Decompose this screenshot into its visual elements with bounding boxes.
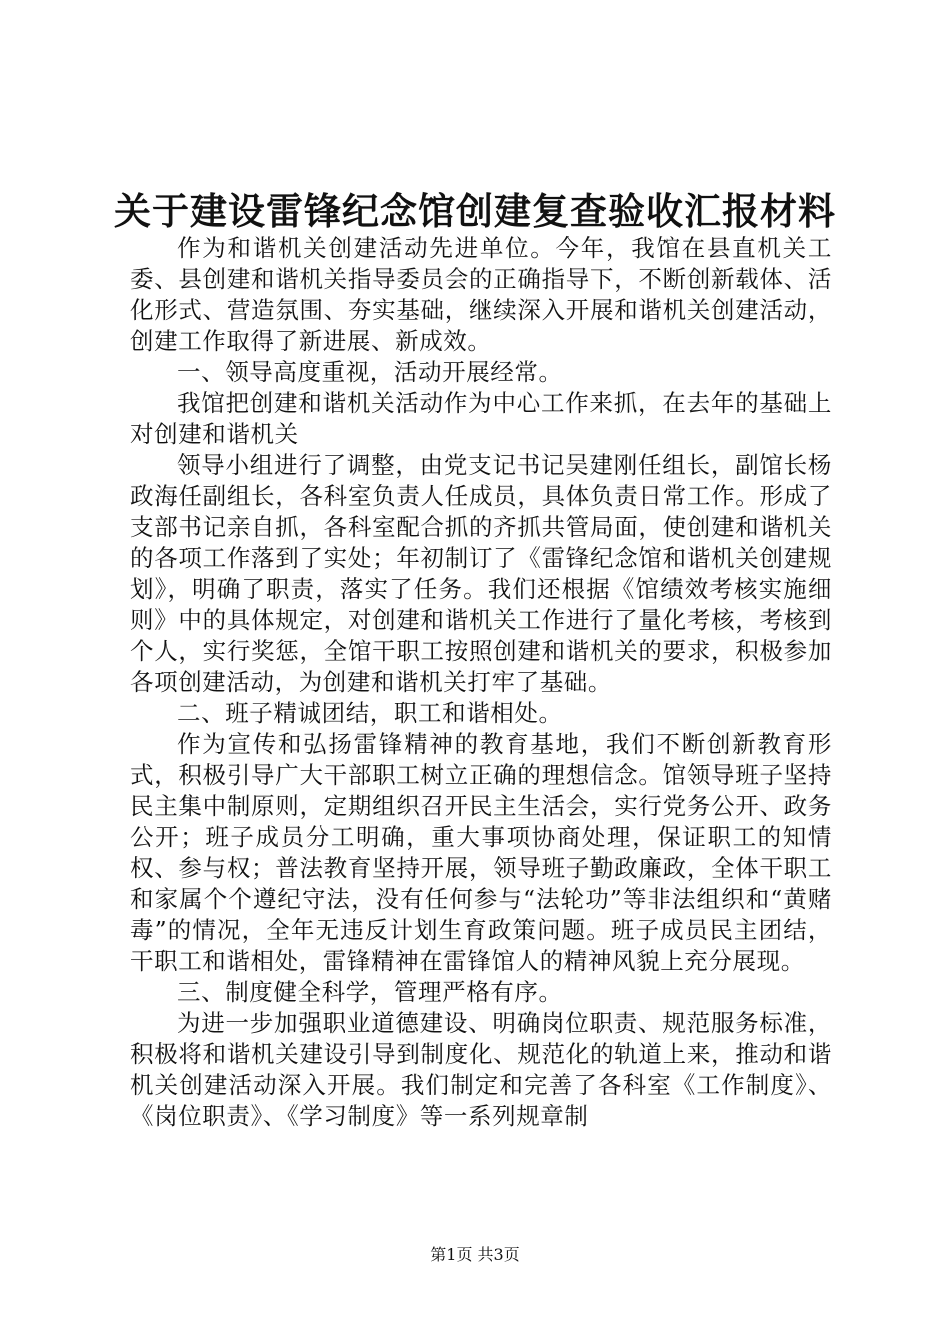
paragraph-section-1b: 领导小组进行了调整，由党支记书记吴建刚任组长，副馆长杨政海任副组长，各科室负责人任成员，具体负责日常工作。形成了支部书记亲自抓，各科室配合抓的齐抓共管局面，使创建和谐机关的各项工作落到了实处；年初制订了《雷锋纪念馆和谐机关创建规划》，明确了职责，落实了任务。我们还根据《馆绩效考核实施细则》中的具体规定，对创建和谐机关工作进行了量化考核，考核到个人，实行奖惩，全馆干职工按照创建和谐机关的要求，积极参加各项创建活动，为创建和谐机关打牢了基础。 <box>130 451 832 696</box>
page-number-footer: 第1页 共3页 <box>430 1245 520 1264</box>
paragraph-section-2: 作为宣传和弘扬雷锋精神的教育基地，我们不断创新教育形式，积极引导广大干部职工树立正确的理想信念。馆领导班子坚持民主集中制原则，定期组织召开民主生活会，实行党务公开、政务公开；班子成员分工明确，重大事项协商处理，保证职工的知情权、参与权；普法教育坚持开展，领导班子勤政廉政，全体干职工和家属个个遵纪守法，没有任何参与“法轮功”等非法组织和“黄赌毒”的情况，全年无违反计划生育政策问题。班子成员民主团结，干职工和谐相处，雷锋精神在雷锋馆人的精神风貌上充分展现。 <box>130 730 832 975</box>
heading-section-3: 三、制度健全科学，管理严格有序。 <box>177 978 563 1006</box>
heading-section-2: 二、班子精诚团结，职工和谐相处。 <box>177 699 563 727</box>
heading-section-1: 一、领导高度重视，活动开展经常。 <box>177 358 563 386</box>
paragraph-section-1a: 我馆把创建和谐机关活动作为中心工作来抓，在去年的基础上对创建和谐机关 <box>130 389 832 448</box>
paragraph-intro: 作为和谐机关创建活动先进单位。今年，我馆在县直机关工委、县创建和谐机关指导委员会的正确指导下，不断创新载体、活化形式、营造氛围、夯实基础，继续深入开展和谐机关创建活动，创建工作取得了新进展、新成效。 <box>130 234 832 355</box>
document-title: 关于建设雷锋纪念馆创建复查验收汇报材料 <box>114 189 836 233</box>
document-body <box>130 233 832 1132</box>
paragraph-section-3: 为进一步加强职业道德建设、明确岗位职责、规范服务标准，积极将和谐机关建设引导到制度化、规范化的轨道上来，推动和谐机关创建活动深入开展。我们制定和完善了各科室《工作制度》、《岗位职责》、《学习制度》等一系列规章制 <box>130 1009 832 1130</box>
